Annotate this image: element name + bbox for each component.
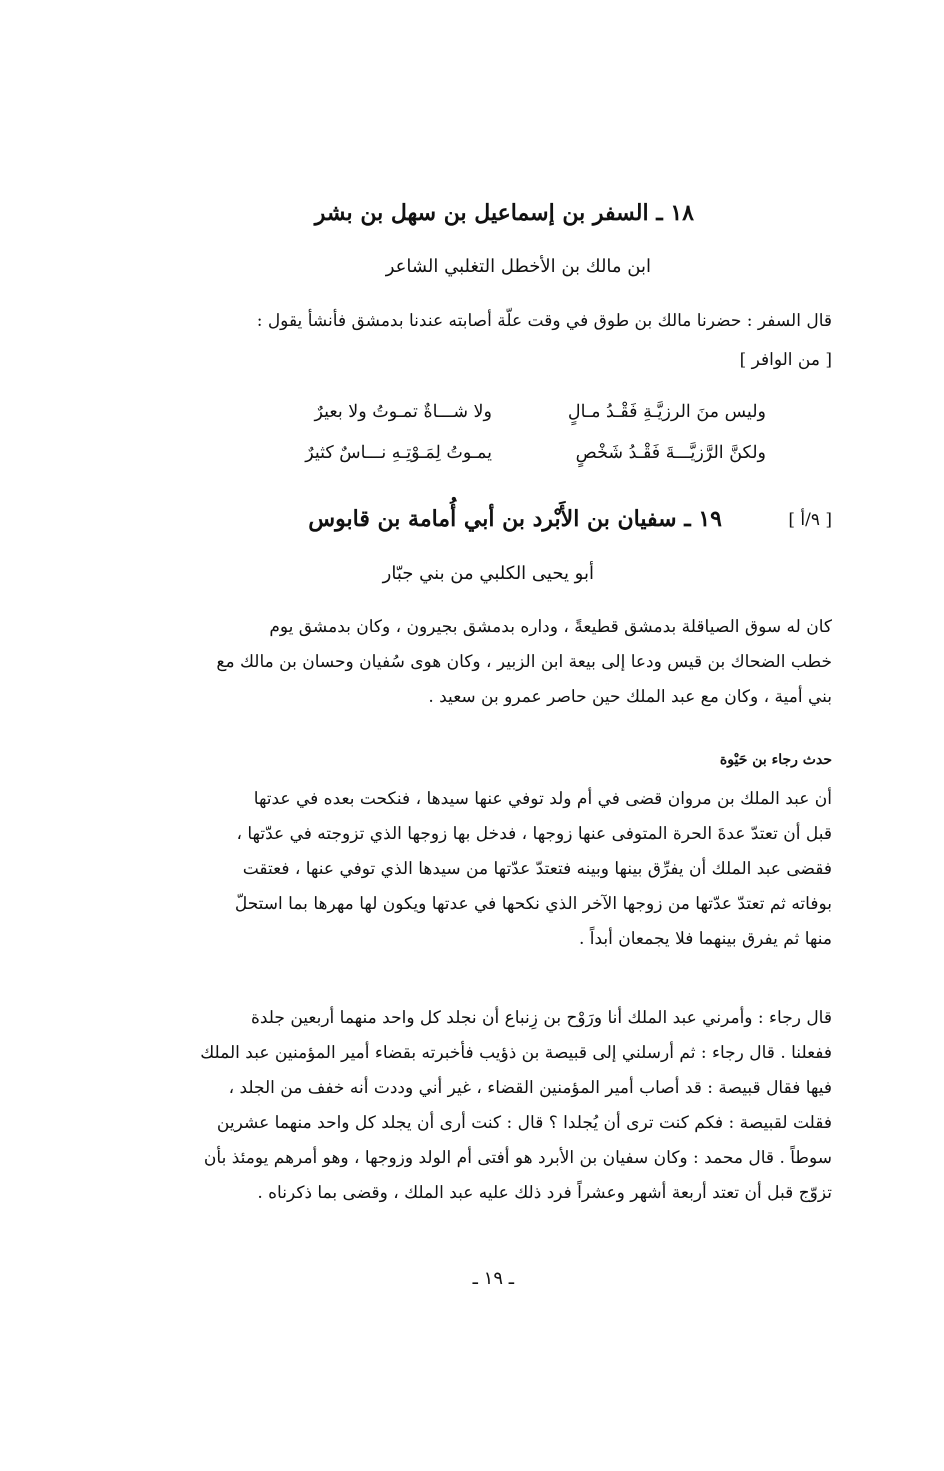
verse-2-second-hemistich: يمـوتُ لِمَـوْتِـهِ نـــاسٌ كثيرٌ: [305, 443, 492, 463]
paragraph-line: خطب الضحاك بن قيس ودعا إلى بيعة ابن الزبير ، وكان هوى سُفيان وحسان بن مالك مع: [216, 652, 832, 672]
paragraph-line: منها ثم يفرق بينهما فلا يجمعان أبداً .: [578, 929, 832, 949]
page-number: ـ ١٩ ـ: [472, 1268, 514, 1289]
entry-18-subtitle: ابن مالك بن الأخطل التغلبي الشاعر: [385, 256, 651, 277]
verse-2-first-hemistich: ولكنَّ الرَّزيَّـــةَ فَقْـدُ شَخْصٍ: [575, 443, 766, 463]
entry-19-paragraph-1: [110, 610, 832, 715]
entry-19-heading: ١٩ ـ سفيان بن الأَبْرد بن أبي أُمامة بن قابوس: [308, 506, 722, 532]
entry-19-subtitle: أبو يحيى الكلبي من بني جبّار: [382, 563, 594, 584]
paragraph-line: بوفاته ثم تعتدّ عدّتها من زوجها الآخر الذي نكحها في عدتها ويكون لها مهرها بما استحلّ: [234, 894, 832, 914]
paragraph-line: قال رجاء : وأمرني عبد الملك أنا ورَوْح بن زِنباع أن نجلد كل واحد منهما أربعين جلدة: [250, 1008, 832, 1028]
paragraph-line: فقلت لقبيصة : فكم كنت ترى أن يُجلدا ؟ قال : كنت أرى أن يجلد كل واحد منهما عشرين: [216, 1113, 832, 1133]
entry-19-paragraph-2: [110, 782, 832, 957]
entry-18-intro-line: قال السفر : حضرنا مالك بن طوق في وقت علّة أصابته عندنا بدمشق فأنشأ يقول :: [256, 311, 832, 331]
paragraph-line: كان له سوق الصياقلة بدمشق قطيعةً ، وداره بدمشق بجيرون ، وكان بدمشق يوم: [269, 617, 832, 637]
entry-18-heading: ١٨ ـ السفر بن إسماعيل بن سهل بن بشر: [314, 200, 694, 226]
paragraph-line: فيها فقال قبيصة : قد أصاب أمير المؤمنين القضاء ، غير أني وددت أنه خفف من الجلد ،: [228, 1078, 832, 1098]
paragraph-line: ففعلنا . قال رجاء : ثم أرسلني إلى قبيصة بن ذؤيب فأخبرته بقضاء أمير المؤمنين عبد الملك: [200, 1043, 832, 1063]
paragraph-line: تزوّج قبل أن تعتد أربعة أشهر وعشراً فرد ذلك عليه عبد الملك ، وقضى بما ذكرناه .: [257, 1183, 832, 1203]
poem-meter-label: [ من الوافر ]: [739, 350, 832, 370]
narrator-line: حدث رجاء بن حَيْوة: [719, 752, 832, 768]
paragraph-line: بني أمية ، وكان مع عبد الملك حين حاصر عمرو بن سعيد .: [428, 687, 832, 707]
paragraph-line: فقضى عبد الملك أن يفرِّق بينها وبينه فتعتدّ عدّتها من سيدها الذي توفي عنها ، فعتقت: [242, 859, 832, 879]
paragraph-line: أن عبد الملك بن مروان قضى في أم ولد توفي عنها سيدها ، فنكحت بعده في عدتها: [253, 789, 832, 809]
folio-marker: [ ٩/أ ]: [788, 510, 832, 530]
paragraph-line: قبل أن تعتدّ عدةَ الحرة المتوفى عنها زوجها ، فدخل بها زوجها الذي تزوجته في عدّتها ،: [236, 824, 832, 844]
paragraph-line: سوطاً . قال محمد : وكان سفيان بن الأبرد هو أفتى أم الولد وزوجها ، وهو أمرهم يومئذ بأن: [203, 1148, 832, 1168]
verse-1-first-hemistich: وليس منَ الرزيَّـةِ فَقْـدُ مـالٍ: [567, 402, 766, 422]
entry-19-paragraph-3: [110, 1001, 832, 1211]
verse-1-second-hemistich: ولا شـــاةٌ تمـوتُ ولا بعيرٌ: [314, 402, 492, 422]
